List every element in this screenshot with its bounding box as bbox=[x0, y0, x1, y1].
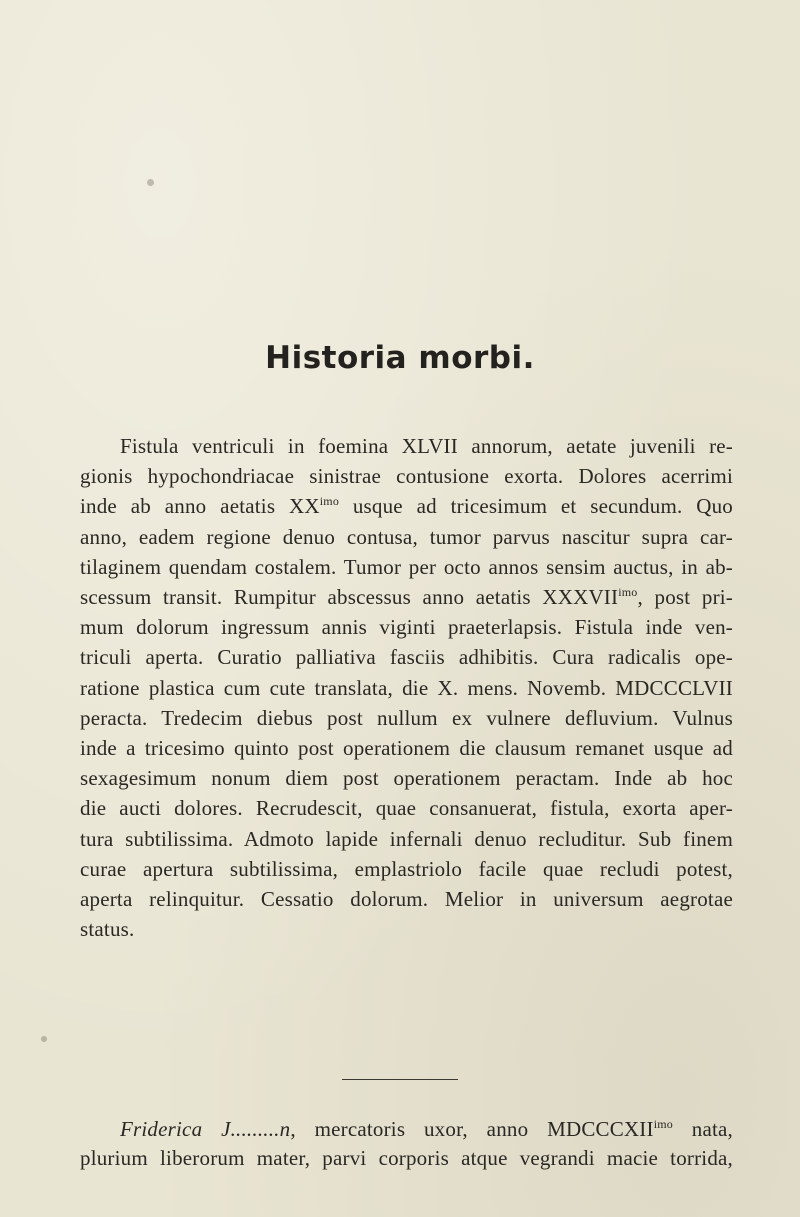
text-fragment: , post pri- bbox=[637, 585, 733, 610]
text-line: die aucti dolores. Recrudescit, quae consanuerat, fistula, exorta aper- bbox=[80, 796, 733, 821]
text-line: tilaginem quendam costalem. Tumor per octo annos sensim auctus, in ab- bbox=[80, 554, 733, 579]
text-fragment: inde ab anno aetatis XX bbox=[80, 494, 320, 519]
text-line: anno, eadem regione denuo contusa, tumor parvus nascitur supra car- bbox=[80, 524, 733, 549]
superscript: imo bbox=[653, 1117, 673, 1131]
text-fragment: , mercatoris uxor, anno MDCCCXII bbox=[290, 1117, 654, 1141]
text-line: plurium liberorum mater, parvi corporis atque vegrandi macie torrida, bbox=[80, 1146, 733, 1170]
text-fragment: scessum transit. Rumpitur abscessus anno aetatis XXXVII bbox=[80, 585, 619, 610]
text-line: gionis hypochondriacae sinistrae contusione exorta. Dolores acerrimi bbox=[80, 464, 733, 489]
paragraph-history bbox=[80, 431, 733, 944]
text-line: triculi aperta. Curatio palliativa fasciis adhibitis. Cura radicalis ope- bbox=[80, 645, 733, 670]
text-line bbox=[80, 582, 733, 612]
paper-spot bbox=[41, 1036, 47, 1042]
superscript: imo bbox=[319, 494, 340, 509]
text-line: peracta. Tredecim diebus post nullum ex vulnere defluvium. Vulnus bbox=[80, 705, 733, 730]
paper-spot bbox=[147, 179, 154, 186]
text-line: curae apertura subtilissima, emplastriolo facile quae recludi potest, bbox=[80, 856, 733, 881]
text-line: mum dolorum ingressum annis viginti praeterlapsis. Fistula inde ven- bbox=[80, 615, 733, 640]
text-line bbox=[80, 491, 733, 521]
text-line: ratione plastica cum cute translata, die X. mens. Novemb. MDCCCLVII bbox=[80, 675, 733, 700]
text-line: Fistula ventriculi in foemina XLVII annorum, aetate juvenili re- bbox=[120, 434, 733, 458]
text-line: tura subtilissima. Admoto lapide infernali denuo recluditur. Sub finem bbox=[80, 826, 733, 851]
text-line: status. bbox=[80, 917, 135, 942]
text-line: aperta relinquitur. Cessatio dolorum. Melior in universum aegrotae bbox=[80, 887, 733, 912]
page-title: Historia morbi. bbox=[265, 340, 535, 376]
text-fragment: usque ad tricesimum et secundum. Quo bbox=[352, 494, 734, 519]
section-divider bbox=[342, 1079, 458, 1080]
text-line: inde a tricesimo quinto post operationem die clausum remanet usque ad bbox=[80, 736, 733, 761]
text-line bbox=[80, 1115, 733, 1144]
text-line: sexagesimum nonum diem post operationem peractam. Inde ab hoc bbox=[80, 766, 733, 791]
paragraph-patient bbox=[80, 1115, 733, 1173]
text-fragment: nata, bbox=[672, 1117, 733, 1141]
superscript: imo bbox=[618, 585, 638, 600]
patient-name: Friderica J.........n bbox=[120, 1117, 291, 1141]
